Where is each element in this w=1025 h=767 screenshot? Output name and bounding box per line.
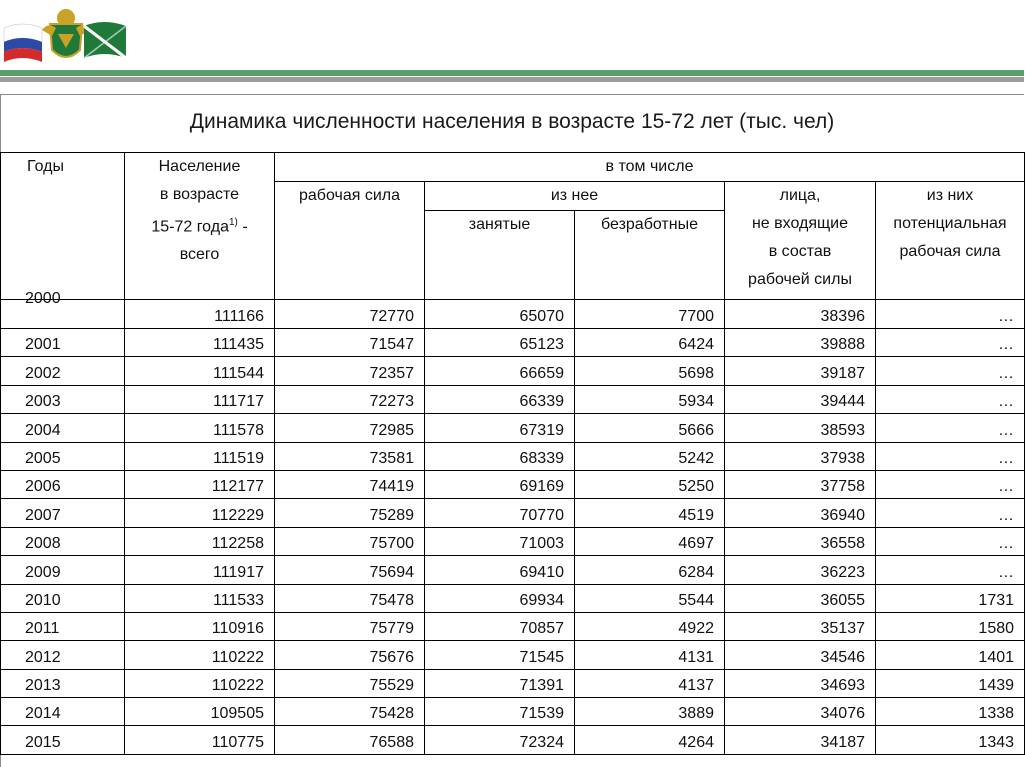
header-including: в том числе [275,153,1025,182]
potential-cell: … [876,442,1025,470]
header-grey-stripe [0,77,1024,82]
potential-cell: … [876,499,1025,527]
population-cell: 111917 [125,556,275,584]
outside-cell: 36223 [725,556,876,584]
potential-cell: … [876,329,1025,357]
year-cell: 2010 [1,584,125,612]
table-row [1,556,1025,584]
employed-cell: 68339 [425,442,575,470]
unemployed-cell: 6424 [575,329,725,357]
unemployed-cell: 3889 [575,698,725,726]
population-cell: 111166 [125,300,275,329]
outside-cell: 37938 [725,442,876,470]
employed-cell: 69410 [425,556,575,584]
unemployed-cell: 5242 [575,442,725,470]
population-cell: 109505 [125,698,275,726]
employed-cell: 66659 [425,357,575,385]
potential-cell: … [876,556,1025,584]
employed-cell: 67319 [425,414,575,442]
employed-cell: 71391 [425,669,575,697]
employed-cell: 71545 [425,641,575,669]
unemployed-cell: 4697 [575,527,725,555]
table-row [1,357,1025,385]
outside-cell: 36940 [725,499,876,527]
table-row [1,414,1025,442]
labor-cell: 74419 [275,470,425,498]
table-row [1,641,1025,669]
population-cell: 111544 [125,357,275,385]
unemployed-cell: 5698 [575,357,725,385]
labor-cell: 75694 [275,556,425,584]
labor-cell: 72357 [275,357,425,385]
eagle-emblem-icon [42,9,90,57]
potential-cell: 1401 [876,641,1025,669]
unemployed-cell: 5666 [575,414,725,442]
unemployed-cell: 4922 [575,612,725,640]
year-cell: 2008 [1,527,125,555]
table-row [1,698,1025,726]
year-cell: 2015 [1,726,125,754]
outside-cell: 36055 [725,584,876,612]
table-row [1,612,1025,640]
population-cell: 111717 [125,385,275,413]
potential-cell: … [876,414,1025,442]
year-cell: 2012 [1,641,125,669]
employed-cell: 71539 [425,698,575,726]
outside-cell: 38593 [725,414,876,442]
population-cell: 112177 [125,470,275,498]
outside-cell: 34546 [725,641,876,669]
header-employed: занятые [425,211,575,300]
potential-cell: 1338 [876,698,1025,726]
employed-cell: 66339 [425,385,575,413]
slide-title: Динамика численности населения в возрасте 15-72 лет (тыс. чел) [189,110,835,133]
table-row [1,527,1025,555]
population-cell: 112258 [125,527,275,555]
unemployed-cell: 7700 [575,300,725,329]
table-row [1,329,1025,357]
outside-cell: 36558 [725,527,876,555]
header-years: Годы [1,153,125,300]
population-cell: 111435 [125,329,275,357]
labor-cell: 75428 [275,698,425,726]
year-cell: 2011 [1,612,125,640]
header-of-which: из нее [425,182,725,211]
outside-cell: 39187 [725,357,876,385]
labor-cell: 72985 [275,414,425,442]
table-row [1,669,1025,697]
header-outside-labor-force: лица, не входящие в состав рабочей силы [725,182,876,300]
table-row [1,726,1025,754]
russian-flag-icon [4,24,42,62]
potential-cell: 1343 [876,726,1025,754]
population-cell: 111578 [125,414,275,442]
year-cell: 2007 [1,499,125,527]
population-table [0,152,1025,755]
year-cell: 2003 [1,385,125,413]
outside-cell: 39444 [725,385,876,413]
potential-cell: 1580 [876,612,1025,640]
labor-cell: 76588 [275,726,425,754]
unemployed-cell: 4131 [575,641,725,669]
unemployed-cell: 4137 [575,669,725,697]
population-cell: 110222 [125,641,275,669]
table-row [1,584,1025,612]
labor-cell: 75529 [275,669,425,697]
labor-cell: 75676 [275,641,425,669]
year-cell: 2004 [1,414,125,442]
header-population: Население в возрасте 15-72 года$^{1)}$ - всего [125,153,275,300]
unemployed-cell: 4264 [575,726,725,754]
header-unemployed: безработные [575,211,725,300]
outside-cell: 34187 [725,726,876,754]
year-cell: 2001 [1,329,125,357]
outside-cell: 39888 [725,329,876,357]
emblem-logo [0,0,140,68]
table-row [1,499,1025,527]
employed-cell: 71003 [425,527,575,555]
outside-cell: 35137 [725,612,876,640]
labor-cell: 75289 [275,499,425,527]
unemployed-cell: 5250 [575,470,725,498]
employed-cell: 72324 [425,726,575,754]
potential-cell: … [876,357,1025,385]
employed-cell: 70857 [425,612,575,640]
potential-cell: … [876,527,1025,555]
table-row [1,470,1025,498]
outside-cell: 34076 [725,698,876,726]
employed-cell: 69934 [425,584,575,612]
table-row [1,300,1025,329]
population-cell: 110775 [125,726,275,754]
green-flag-icon [84,22,126,58]
labor-cell: 72273 [275,385,425,413]
labor-cell: 72770 [275,300,425,329]
year-cell: 2000 [1,300,125,329]
labor-cell: 73581 [275,442,425,470]
header-labor-force: рабочая сила [275,182,425,300]
population-cell: 112229 [125,499,275,527]
year-cell: 2002 [1,357,125,385]
potential-cell: … [876,470,1025,498]
employed-cell: 65070 [425,300,575,329]
population-cell: 111519 [125,442,275,470]
header-divider [0,94,1024,95]
table-row [1,385,1025,413]
table-row [1,442,1025,470]
labor-cell: 75478 [275,584,425,612]
year-cell: 2013 [1,669,125,697]
potential-cell: … [876,385,1025,413]
header-green-stripe [0,70,1024,76]
population-cell: 111533 [125,584,275,612]
labor-cell: 75779 [275,612,425,640]
labor-cell: 75700 [275,527,425,555]
employed-cell: 69169 [425,470,575,498]
potential-cell: … [876,300,1025,329]
outside-cell: 34693 [725,669,876,697]
unemployed-cell: 6284 [575,556,725,584]
year-cell: 2005 [1,442,125,470]
year-cell: 2006 [1,470,125,498]
outside-cell: 37758 [725,470,876,498]
year-cell: 2014 [1,698,125,726]
population-cell: 110222 [125,669,275,697]
header-potential-labor-force: из них потенциальная рабочая сила [876,182,1025,300]
employed-cell: 70770 [425,499,575,527]
year-cell: 2009 [1,556,125,584]
outside-cell: 38396 [725,300,876,329]
unemployed-cell: 5544 [575,584,725,612]
unemployed-cell: 5934 [575,385,725,413]
unemployed-cell: 4519 [575,499,725,527]
potential-cell: 1731 [876,584,1025,612]
employed-cell: 65123 [425,329,575,357]
labor-cell: 71547 [275,329,425,357]
population-cell: 110916 [125,612,275,640]
potential-cell: 1439 [876,669,1025,697]
